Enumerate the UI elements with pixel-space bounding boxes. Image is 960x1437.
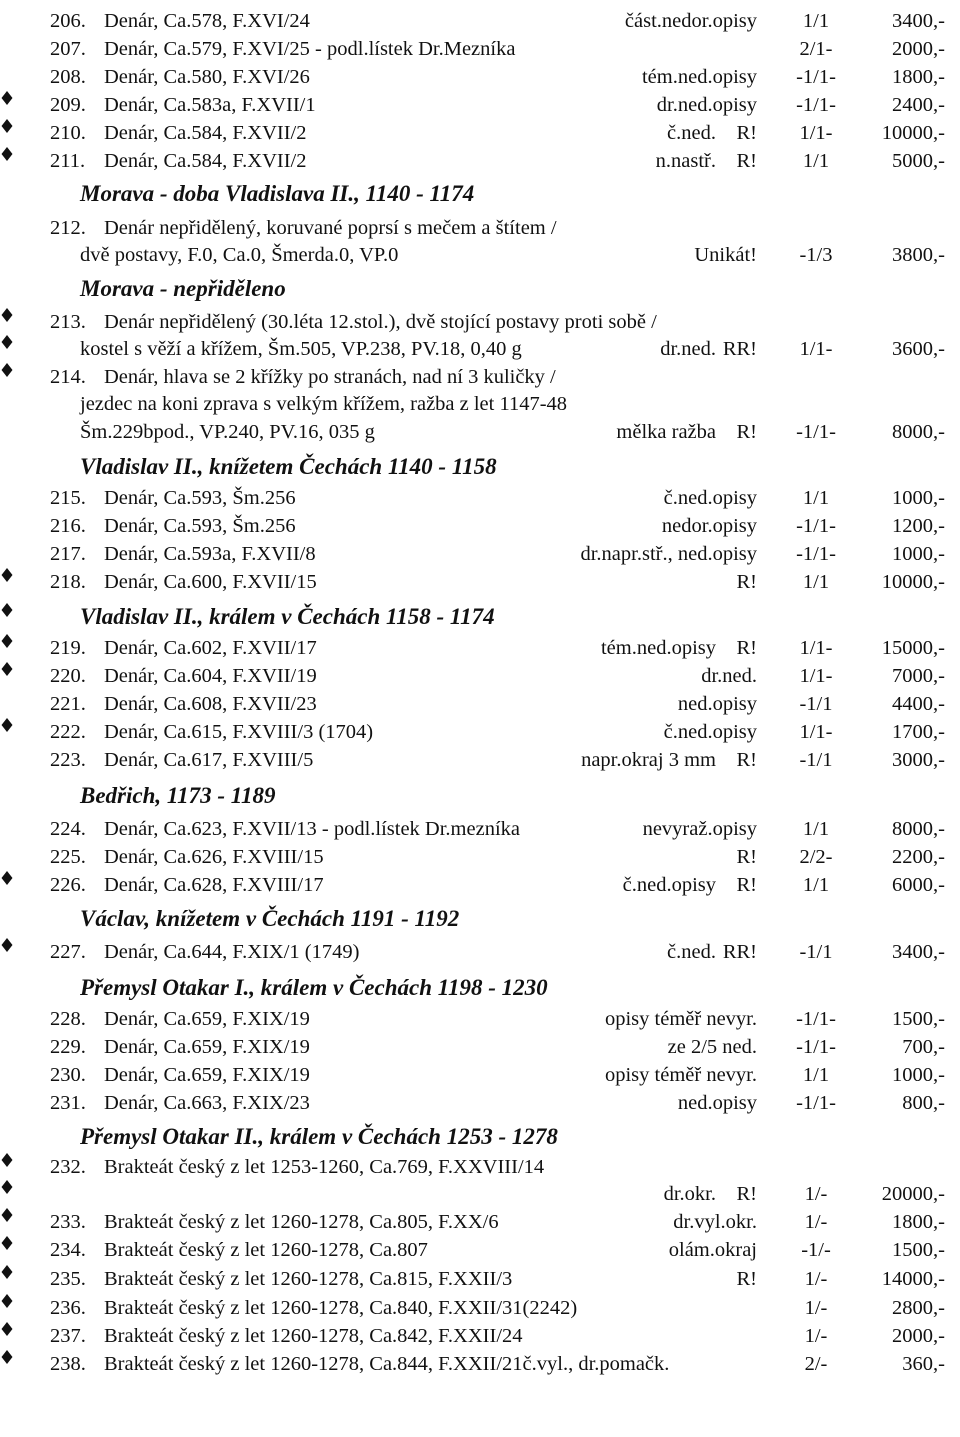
section-heading: Morava - doba Vladislava II., 1140 - 1174 (80, 181, 475, 206)
lot-number: 235. (50, 1268, 86, 1290)
diamond-bullet-icon (0, 119, 14, 133)
grade: 1/- (804, 1268, 828, 1290)
lot-number: 230. (50, 1064, 86, 1086)
price: 2400,- (892, 94, 945, 116)
grade: 2/- (804, 1353, 828, 1375)
lot-description: Brakteát český z let 1260-1278, Ca.807 (104, 1239, 428, 1261)
catalog-entry-row (0, 1350, 960, 1378)
price: 10000,- (881, 571, 945, 593)
condition-note: opisy téměř nevyr. (604, 1064, 757, 1086)
catalog-entry-row (0, 1180, 960, 1208)
catalog-entry-row (0, 871, 960, 899)
condition-note: nevyraž.opisy (642, 818, 757, 840)
catalog-entry-row (0, 418, 960, 446)
section-heading-row (0, 603, 960, 631)
lot-number: 229. (50, 1036, 86, 1058)
condition-note: část.nedor.opisy (624, 10, 757, 32)
diamond-bullet-icon (0, 91, 14, 105)
grade: -1/1- (796, 1008, 836, 1030)
lot-number: 209. (50, 94, 86, 116)
grade: -1/1- (796, 94, 836, 116)
rarity-mark: R! (736, 874, 757, 896)
lot-number: 213. (50, 311, 86, 333)
grade: -1/1- (796, 543, 836, 565)
grade: 1/1 (802, 1064, 830, 1086)
price: 8000,- (892, 818, 945, 840)
diamond-bullet-icon (0, 603, 14, 617)
grade: 1/1 (802, 150, 830, 172)
section-heading-row (0, 1123, 960, 1151)
section-heading: Vladislav II., králem v Čechách 1158 - 1174 (80, 604, 495, 629)
condition-note: tém.ned.opisy (641, 66, 757, 88)
lot-description: Denár, Ca.608, F.XVII/23 (104, 693, 317, 715)
lot-number: 228. (50, 1008, 86, 1030)
catalog-entry-row (0, 512, 960, 540)
rarity-mark: R! (736, 1183, 757, 1205)
price: 3000,- (892, 749, 945, 771)
lot-description: Denár nepřidělený (30.léta 12.stol.), dvě stojící postavy proti sobě / (104, 311, 657, 333)
condition-note: tém.ned.opisy (600, 637, 716, 659)
lot-description: Denár, Ca.584, F.XVII/2 (104, 122, 307, 144)
condition-note: Unikát! (694, 244, 757, 266)
price: 7000,- (892, 665, 945, 687)
diamond-bullet-icon (0, 308, 14, 322)
lot-description: Denár, Ca.628, F.XVIII/17 (104, 874, 324, 896)
section-heading-row (0, 453, 960, 481)
catalog-entry-row (0, 484, 960, 512)
grade: 1/1- (799, 122, 833, 144)
section-heading: Přemysl Otakar I., králem v Čechách 1198 - 1230 (80, 975, 548, 1000)
lot-number: 216. (50, 515, 86, 537)
section-heading-row (0, 905, 960, 933)
price: 3600,- (892, 338, 945, 360)
condition-note: č.ned.opisy (663, 721, 757, 743)
lot-number: 236. (50, 1297, 86, 1319)
condition-note: opisy téměř nevyr. (604, 1008, 757, 1030)
lot-number: 226. (50, 874, 86, 896)
section-heading: Morava - nepřiděleno (80, 276, 286, 301)
rarity-mark: R! (736, 571, 757, 593)
grade: -1/1 (799, 941, 833, 963)
grade: 1/1 (802, 818, 830, 840)
lot-number: 231. (50, 1092, 86, 1114)
price: 800,- (902, 1092, 945, 1114)
condition-note: č.ned.opisy (663, 487, 757, 509)
catalog-entry-row (0, 363, 960, 391)
lot-number: 222. (50, 721, 86, 743)
catalog-entry-row (0, 718, 960, 746)
condition-note: dr.ned.opisy (656, 94, 757, 116)
catalog-entry-row (0, 1208, 960, 1236)
section-heading-row (0, 974, 960, 1002)
rarity-mark: RR! (722, 941, 757, 963)
price: 1500,- (892, 1239, 945, 1261)
lot-number: 211. (50, 150, 86, 172)
lot-number: 208. (50, 66, 86, 88)
price: 1800,- (892, 66, 945, 88)
lot-number: 212. (50, 217, 86, 239)
catalog-entry-row (0, 308, 960, 336)
catalog-entry-row (0, 540, 960, 568)
grade: -1/1- (796, 1092, 836, 1114)
condition-note: ned.opisy (677, 693, 757, 715)
grade: 1/1- (799, 637, 833, 659)
price: 2000,- (892, 38, 945, 60)
catalog-entry-row (0, 634, 960, 662)
grade: 1/- (804, 1325, 828, 1347)
condition-note: č.ned. (667, 941, 716, 963)
lot-description: Denár, Ca.617, F.XVIII/5 (104, 749, 314, 771)
diamond-bullet-icon (0, 938, 14, 952)
catalog-entry-row (0, 662, 960, 690)
grade: 1/1- (799, 665, 833, 687)
condition-note: dr.vyl.okr. (673, 1211, 757, 1233)
lot-description: Denár, Ca.584, F.XVII/2 (104, 150, 307, 172)
diamond-bullet-icon (0, 1153, 14, 1167)
lot-description: Denár nepřidělený, koruvané poprsí s mečem a štítem / (104, 217, 557, 239)
section-heading-row (0, 180, 960, 208)
lot-description: Denár, Ca.644, F.XIX/1 (1749) (104, 941, 360, 963)
lot-number: 218. (50, 571, 86, 593)
catalog-entry-row (0, 1265, 960, 1293)
price: 20000,- (881, 1183, 945, 1205)
lot-number: 234. (50, 1239, 86, 1261)
lot-description: Denár, Ca.623, F.XVII/13 - podl.lístek Dr.mezníka (104, 818, 520, 840)
price: 10000,- (881, 122, 945, 144)
lot-description: Brakteát český z let 1253-1260, Ca.769, F.XXVIII/14 (104, 1156, 545, 1178)
price: 14000,- (881, 1268, 945, 1290)
section-heading: Vladislav II., knížetem Čechách 1140 - 1158 (80, 454, 497, 479)
price: 1700,- (892, 721, 945, 743)
catalog-entry-row (0, 815, 960, 843)
catalog-entry-row (0, 568, 960, 596)
lot-number: 215. (50, 487, 86, 509)
condition-note: napr.okraj 3 mm (581, 749, 716, 771)
section-heading-row (0, 275, 960, 303)
price: 3400,- (892, 941, 945, 963)
lot-description: Denár, Ca.593a, F.XVII/8 (104, 543, 316, 565)
grade: 2/2- (799, 846, 833, 868)
price: 3400,- (892, 10, 945, 32)
rarity-mark: R! (736, 846, 757, 868)
rarity-mark: RR! (722, 338, 757, 360)
lot-number: 220. (50, 665, 86, 687)
lot-description: Denár, Ca.583a, F.XVII/1 (104, 94, 316, 116)
lot-description: Šm.229bpod., VP.240, PV.16, 035 g (80, 421, 375, 443)
grade: -1/1- (796, 515, 836, 537)
grade: -1/3 (799, 244, 833, 266)
grade: 1/1 (802, 487, 830, 509)
grade: 1/- (804, 1211, 828, 1233)
price: 1800,- (892, 1211, 945, 1233)
lot-number: 232. (50, 1156, 86, 1178)
price: 1000,- (892, 487, 945, 509)
price: 15000,- (881, 637, 945, 659)
condition-note: dr.ned. (660, 338, 716, 360)
diamond-bullet-icon (0, 1265, 14, 1279)
price: 8000,- (892, 421, 945, 443)
section-heading: Václav, knížetem v Čechách 1191 - 1192 (80, 906, 460, 931)
lot-number: 238. (50, 1353, 86, 1375)
lot-description: Denár, Ca.593, Šm.256 (104, 515, 296, 537)
rarity-mark: R! (736, 1268, 757, 1290)
price: 2200,- (892, 846, 945, 868)
condition-note: ned.opisy (677, 1092, 757, 1114)
catalog-entry-row (0, 63, 960, 91)
condition-note: dr.okr. (663, 1183, 716, 1205)
lot-description: Brakteát český z let 1260-1278, Ca.840, F.XXII/31(2242) (104, 1297, 578, 1319)
condition-note: olám.okraj (668, 1239, 757, 1261)
lot-description: Denár, Ca.663, F.XIX/23 (104, 1092, 310, 1114)
lot-description: Denár, Ca.659, F.XIX/19 (104, 1036, 310, 1058)
grade: -1/1- (796, 1036, 836, 1058)
diamond-bullet-icon (0, 634, 14, 648)
grade: 1/- (804, 1297, 828, 1319)
diamond-bullet-icon (0, 363, 14, 377)
catalog-entry-row (0, 241, 960, 269)
diamond-bullet-icon (0, 1180, 14, 1194)
catalog-entry-row (0, 690, 960, 718)
catalog-entry-row (0, 746, 960, 774)
lot-description: Denár, Ca.659, F.XIX/19 (104, 1064, 310, 1086)
diamond-bullet-icon (0, 662, 14, 676)
condition-note: č.ned. (667, 122, 716, 144)
grade: -1/1 (799, 749, 833, 771)
price: 1200,- (892, 515, 945, 537)
price: 2800,- (892, 1297, 945, 1319)
catalog-entry-row (0, 938, 960, 966)
grade: 2/1- (799, 38, 833, 60)
rarity-mark: R! (736, 749, 757, 771)
catalog-entry-row (0, 147, 960, 175)
lot-number: 210. (50, 122, 86, 144)
lot-number: 224. (50, 818, 86, 840)
catalog-entry-row (0, 390, 960, 418)
diamond-bullet-icon (0, 871, 14, 885)
catalog-entry-row (0, 91, 960, 119)
lot-number: 217. (50, 543, 86, 565)
grade: 1/1 (802, 571, 830, 593)
grade: -1/1 (799, 693, 833, 715)
lot-description: dvě postavy, F.0, Ca.0, Šmerda.0, VP.0 (80, 244, 399, 266)
condition-note: mělka ražba (616, 421, 716, 443)
lot-description: Denár, Ca.578, F.XVI/24 (104, 10, 310, 32)
catalog-entry-row (0, 7, 960, 35)
lot-description: Brakteát český z let 1260-1278, Ca.805, F.XX/6 (104, 1211, 499, 1233)
diamond-bullet-icon (0, 718, 14, 732)
price: 2000,- (892, 1325, 945, 1347)
grade: 1/1- (799, 721, 833, 743)
condition-note: dr.ned. (701, 665, 757, 687)
lot-number: 225. (50, 846, 86, 868)
lot-number: 206. (50, 10, 86, 32)
price: 3800,- (892, 244, 945, 266)
catalog-entry-row (0, 1089, 960, 1117)
lot-description: Denár, Ca.659, F.XIX/19 (104, 1008, 310, 1030)
price: 6000,- (892, 874, 945, 896)
lot-description: Brakteát český z let 1260-1278, Ca.815, F.XXII/3 (104, 1268, 513, 1290)
lot-number: 219. (50, 637, 86, 659)
lot-number: 227. (50, 941, 86, 963)
lot-number: 233. (50, 1211, 86, 1233)
diamond-bullet-icon (0, 1294, 14, 1308)
price: 5000,- (892, 150, 945, 172)
lot-description: Brakteát český z let 1260-1278, Ca.842, F.XXII/24 (104, 1325, 523, 1347)
catalog-entry-row (0, 214, 960, 242)
catalog-entry-row (0, 35, 960, 63)
rarity-mark: R! (736, 150, 757, 172)
catalog-entry-row (0, 1236, 960, 1264)
diamond-bullet-icon (0, 147, 14, 161)
price: 700,- (902, 1036, 945, 1058)
lot-description: kostel s věží a křížem, Šm.505, VP.238, PV.18, 0,40 g (80, 338, 522, 360)
diamond-bullet-icon (0, 335, 14, 349)
grade: 1/1- (799, 338, 833, 360)
lot-description: Denár, Ca.626, F.XVIII/15 (104, 846, 324, 868)
catalog-entry-row (0, 1153, 960, 1181)
grade: -1/1- (796, 66, 836, 88)
condition-note: n.nastř. (655, 150, 716, 172)
price: 1000,- (892, 1064, 945, 1086)
lot-description: Denár, Ca.600, F.XVII/15 (104, 571, 317, 593)
lot-number: 223. (50, 749, 86, 771)
condition-note: ze 2/5 ned. (667, 1036, 757, 1058)
price: 1000,- (892, 543, 945, 565)
condition-note: dr.napr.stř., ned.opisy (580, 543, 757, 565)
grade: 1/1 (802, 874, 830, 896)
catalog-entry-row (0, 1294, 960, 1322)
price: 1500,- (892, 1008, 945, 1030)
section-heading: Přemysl Otakar II., králem v Čechách 1253 - 1278 (80, 1124, 558, 1149)
lot-description: Denár, Ca.615, F.XVIII/3 (1704) (104, 721, 374, 743)
lot-number: 237. (50, 1325, 86, 1347)
grade: 1/- (804, 1183, 828, 1205)
diamond-bullet-icon (0, 568, 14, 582)
lot-description: Brakteát český z let 1260-1278, Ca.844, F.XXII/21č.vyl., dr.pomačk. (104, 1353, 670, 1375)
rarity-mark: R! (736, 122, 757, 144)
diamond-bullet-icon (0, 1208, 14, 1222)
lot-number: 214. (50, 366, 86, 388)
lot-number: 207. (50, 38, 86, 60)
condition-note: nedor.opisy (661, 515, 757, 537)
lot-description: Denár, Ca.602, F.XVII/17 (104, 637, 317, 659)
grade: -1/1- (796, 421, 836, 443)
lot-description: Denár, Ca.593, Šm.256 (104, 487, 296, 509)
catalog-entry-row (0, 1033, 960, 1061)
lot-description: Denár, Ca.604, F.XVII/19 (104, 665, 317, 687)
diamond-bullet-icon (0, 1350, 14, 1364)
grade: 1/1 (802, 10, 830, 32)
section-heading: Bedřich, 1173 - 1189 (80, 783, 276, 808)
catalog-entry-row (0, 1005, 960, 1033)
lot-description: Denár, Ca.580, F.XVI/26 (104, 66, 310, 88)
lot-description: jezdec na koni zprava s velkým křížem, ražba z let 1147-48 (80, 393, 568, 415)
catalog-entry-row (0, 1322, 960, 1350)
catalog-entry-row (0, 119, 960, 147)
grade: -1/- (801, 1239, 831, 1261)
condition-note: č.ned.opisy (622, 874, 716, 896)
section-heading-row (0, 782, 960, 810)
diamond-bullet-icon (0, 1236, 14, 1250)
lot-description: Denár, Ca.579, F.XVI/25 - podl.lístek Dr.Mezníka (104, 38, 516, 60)
catalog-entry-row (0, 1061, 960, 1089)
rarity-mark: R! (736, 421, 757, 443)
rarity-mark: R! (736, 637, 757, 659)
price: 360,- (902, 1353, 945, 1375)
lot-number: 221. (50, 693, 86, 715)
catalog-entry-row (0, 335, 960, 363)
catalog-entry-row (0, 843, 960, 871)
lot-description: Denár, hlava se 2 křížky po stranách, nad ní 3 kuličky / (104, 366, 556, 388)
price: 4400,- (892, 693, 945, 715)
diamond-bullet-icon (0, 1322, 14, 1336)
